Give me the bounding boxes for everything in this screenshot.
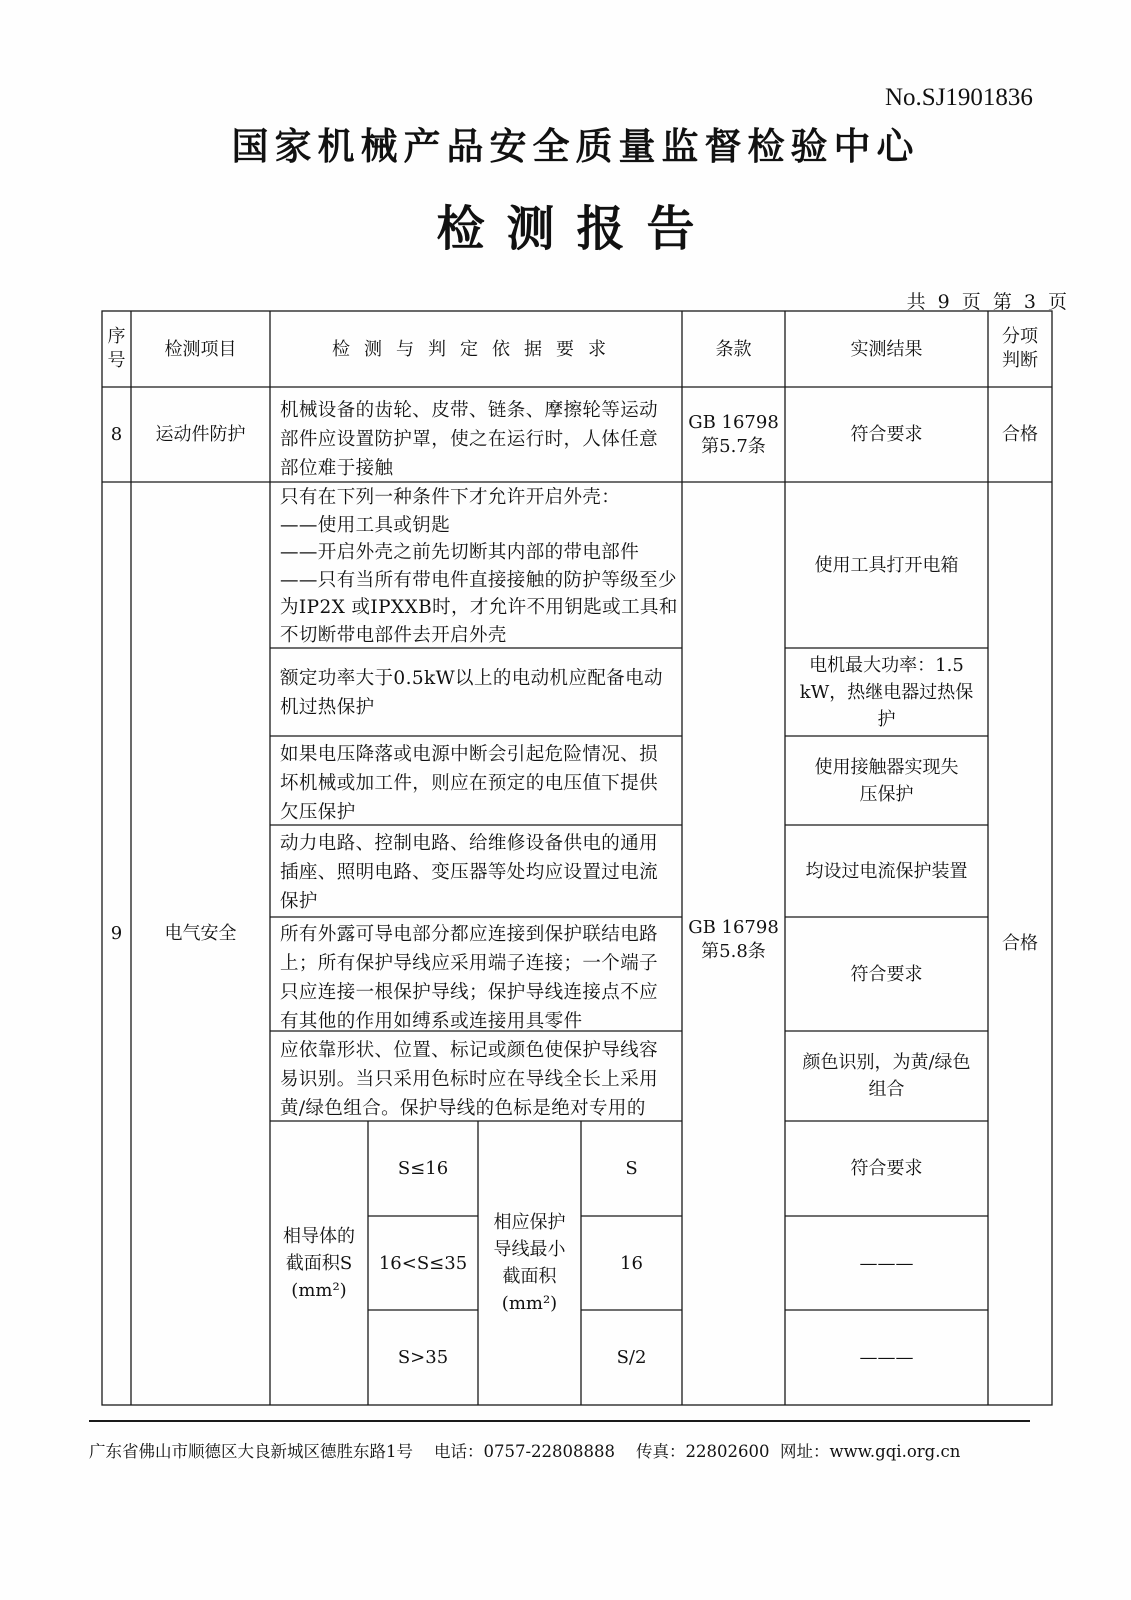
header-verdict: 分项判断 xyxy=(1002,326,1038,371)
conductor-min-3: S/2 xyxy=(616,1347,647,1368)
row9-clause: GB 16798 第5.8条 xyxy=(688,917,779,962)
organization-name: 国家机械产品安全质量监督检验中心 xyxy=(231,124,920,168)
conductor-min-2: 16 xyxy=(620,1252,643,1274)
conductor-phase-label: 相导体的 截面积S (mm²) xyxy=(283,1225,355,1301)
row8-clause: GB 16798 第5.7条 xyxy=(688,411,779,457)
conductor-min-1: S xyxy=(625,1158,638,1179)
footer-web-label: 网址： xyxy=(780,1442,830,1461)
conductor-result-2: ——— xyxy=(859,1252,914,1274)
footer-contact xyxy=(89,1438,960,1462)
conductor-result-1: 符合要求 xyxy=(850,1158,923,1179)
conductor-protective-label: 相应保护 导线最小 截面积 (mm²) xyxy=(493,1212,566,1314)
row9-result-6: 颜色识别，为黄/绿色组合 xyxy=(802,1052,971,1100)
row8-requirement: 机械设备的齿轮、皮带、链条、摩擦轮等运动部件应设置防护罩，使之在运行时，人体任意部位难于接触 xyxy=(280,400,659,479)
conductor-s-range-2: 16<S≤35 xyxy=(378,1252,468,1274)
report-title: 检测报告 xyxy=(436,201,717,257)
header-seq: 序号 xyxy=(107,326,126,371)
footer-phone-label: 电话： xyxy=(433,1442,484,1461)
row9-seq: 9 xyxy=(110,923,123,944)
row9-requirement-5: 所有外露可导电部分都应连接到保护联结电路上；所有保护导线应采用端子连接；一个端子只应连接一根保护导线；保护导线连接点不应有其他的作用如缚系或连接用具零件 xyxy=(280,924,659,1032)
conductor-result-3: ——— xyxy=(859,1347,914,1368)
header-clause: 条款 xyxy=(715,338,752,360)
row9-requirement-1: 只有在下列一种条件下才允许开启外壳： ——使用工具或钥匙 ——开启外壳之前先切断其内部的带电部件 ——只有当所有带电件直接接触的防护等级至少为IP2X 或IPXXB时，才允许不用钥匙或工具和不切断带电部件去开启外壳 xyxy=(280,487,678,646)
row9-result-1: 使用工具打开电箱 xyxy=(814,554,959,576)
row9-requirement-6: 应依靠形状、位置、标记或颜色使保护导线容易识别。当只采用色标时应在导线全长上采用黄/绿色组合。保护导线的色标是绝对专用的 xyxy=(280,1040,659,1119)
header-basis: 检测与判定依据要求 xyxy=(332,338,620,360)
footer-web: www.gqi.org.cn xyxy=(829,1442,961,1461)
header-result: 实测结果 xyxy=(850,338,923,360)
row9-result-3: 使用接触器实现失压保护 xyxy=(814,756,959,805)
row9-requirement-2: 额定功率大于0.5kW以上的电动机应配备电动机过热保护 xyxy=(280,668,663,718)
row9-requirement-4: 动力电路、控制电路、给维修设备供电的通用插座、照明电路、变压器等处均应设置过电流保护 xyxy=(280,833,659,912)
row9-item: 电气安全 xyxy=(164,923,237,944)
row9-verdict: 合格 xyxy=(1002,933,1038,954)
row9-result-2: 电机最大功率：1.5 kW，热继电器过热保护 xyxy=(799,654,974,730)
row9-requirement-3: 如果电压降落或电源中断会引起危险情况、损坏机械或加工件，则应在预定的电压值下提供欠压保护 xyxy=(280,744,659,823)
page-indicator: 共 9 页 第 3 页 xyxy=(906,291,1067,313)
conductor-s-range-3: S>35 xyxy=(397,1347,449,1368)
row9-result-5: 符合要求 xyxy=(850,963,923,985)
footer-phone: 0757-22808888 xyxy=(483,1442,616,1461)
row8-item: 运动件防护 xyxy=(155,424,246,445)
row8-verdict: 合格 xyxy=(1002,424,1038,445)
footer-fax: 22802600 xyxy=(685,1442,770,1461)
header-item: 检测项目 xyxy=(164,338,237,360)
row8-result: 符合要求 xyxy=(850,424,923,445)
conductor-s-range-1: S≤16 xyxy=(397,1158,449,1179)
row9-result-4: 均设过电流保护装置 xyxy=(805,860,968,882)
footer-address: 广东省佛山市顺德区大良新城区德胜东路1号 xyxy=(89,1442,413,1461)
footer-fax-label: 传真： xyxy=(636,1442,686,1461)
row8-seq: 8 xyxy=(110,424,123,445)
document-number: No.SJ1901836 xyxy=(885,84,1033,111)
